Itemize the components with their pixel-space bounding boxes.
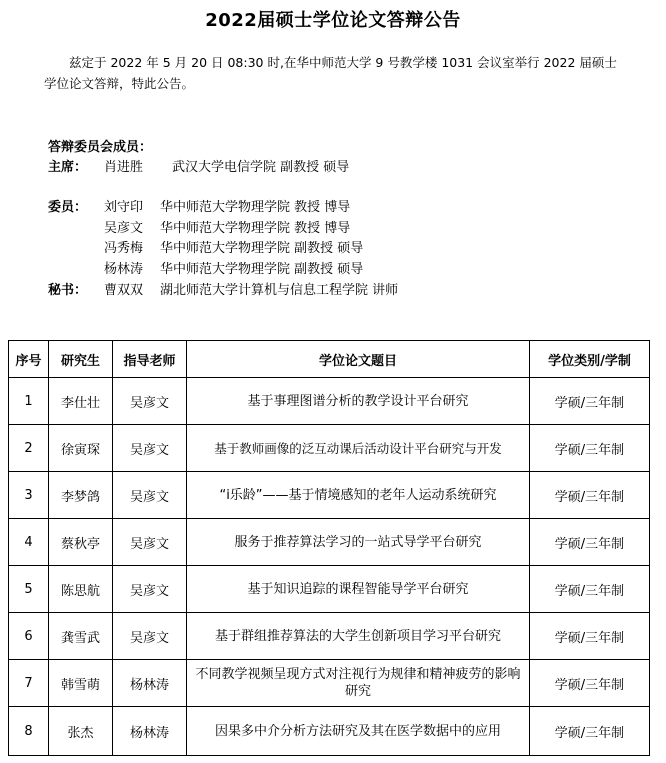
header-student: 研究生 bbox=[49, 341, 113, 378]
member-affiliation: 华中师范大学物理学院 教授 博导 bbox=[160, 200, 351, 215]
committee-heading: 答辩委员会成员： bbox=[48, 140, 153, 155]
row-student: 韩雪萌 bbox=[49, 660, 113, 707]
row-student: 李梦鸽 bbox=[49, 472, 113, 519]
row-advisor: 吴彦文 bbox=[113, 613, 187, 660]
chair-label: 主席： bbox=[48, 160, 88, 175]
secretary-label: 秘书： bbox=[48, 283, 88, 298]
row-thesis-title: 不同教学视频呈现方式对注视行为规律和精神疲劳的影响研究 bbox=[187, 660, 530, 707]
row-thesis-title: “i乐龄”——基于情境感知的老年人运动系统研究 bbox=[187, 472, 530, 519]
announcement-text: 兹定于 2022 年 5 月 20 日 08:30 时,在华中师范大学 9 号教学楼 1031 会议室举行 2022 届硕士学位论文答辩，特此公告。 bbox=[44, 55, 617, 91]
row-no: 4 bbox=[9, 519, 49, 566]
header-degree: 学位类别/学制 bbox=[530, 341, 650, 378]
row-student: 陈思航 bbox=[49, 566, 113, 613]
row-advisor: 吴彦文 bbox=[113, 519, 187, 566]
committee-member bbox=[48, 258, 363, 277]
row-no: 7 bbox=[9, 660, 49, 707]
row-no: 5 bbox=[9, 566, 49, 613]
table-header-row bbox=[9, 341, 650, 378]
row-thesis-title: 基于事理图谱分析的教学设计平台研究 bbox=[187, 378, 530, 425]
row-student: 蔡秋亭 bbox=[49, 519, 113, 566]
table-row bbox=[9, 378, 650, 425]
committee-member bbox=[48, 237, 363, 256]
table-row bbox=[9, 566, 650, 613]
row-no: 2 bbox=[9, 425, 49, 472]
row-no: 6 bbox=[9, 613, 49, 660]
member-affiliation: 华中师范大学物理学院 副教授 硕导 bbox=[160, 262, 364, 277]
row-degree: 学硕/三年制 bbox=[530, 519, 650, 566]
page-title: 2022届硕士学位论文答辩公告 bbox=[205, 10, 461, 31]
row-advisor: 杨林涛 bbox=[113, 707, 187, 756]
row-thesis-title: 基于知识追踪的课程智能导学平台研究 bbox=[187, 566, 530, 613]
table-row bbox=[9, 613, 650, 660]
row-degree: 学硕/三年制 bbox=[530, 660, 650, 707]
row-degree: 学硕/三年制 bbox=[530, 566, 650, 613]
header-advisor: 指导老师 bbox=[113, 341, 187, 378]
member-affiliation: 华中师范大学物理学院 教授 博导 bbox=[160, 221, 351, 236]
header-thesis-title: 学位论文题目 bbox=[187, 341, 530, 378]
row-advisor: 吴彦文 bbox=[113, 425, 187, 472]
committee-chair bbox=[48, 156, 349, 175]
row-degree: 学硕/三年制 bbox=[530, 425, 650, 472]
committee-member bbox=[48, 196, 350, 215]
row-thesis-title: 服务于推荐算法学习的一站式导学平台研究 bbox=[187, 519, 530, 566]
row-no: 3 bbox=[9, 472, 49, 519]
row-no: 1 bbox=[9, 378, 49, 425]
row-advisor: 吴彦文 bbox=[113, 378, 187, 425]
table-row bbox=[9, 660, 650, 707]
chair-affiliation: 武汉大学电信学院 副教授 硕导 bbox=[172, 160, 350, 175]
row-thesis-title: 基于群组推荐算法的大学生创新项目学习平台研究 bbox=[187, 613, 530, 660]
member-name: 吴彦文 bbox=[104, 221, 144, 236]
row-degree: 学硕/三年制 bbox=[530, 707, 650, 756]
member-name: 冯秀梅 bbox=[104, 241, 144, 256]
row-advisor: 杨林涛 bbox=[113, 660, 187, 707]
secretary-name: 曹双双 bbox=[104, 283, 144, 298]
row-no: 8 bbox=[9, 707, 49, 756]
row-student: 李仕壮 bbox=[49, 378, 113, 425]
row-student: 张杰 bbox=[49, 707, 113, 756]
row-thesis-title: 基于教师画像的泛互动课后活动设计平台研究与开发 bbox=[187, 425, 530, 472]
row-student: 徐寅琛 bbox=[49, 425, 113, 472]
table-row bbox=[9, 425, 650, 472]
secretary-affiliation: 湖北师范大学计算机与信息工程学院 讲师 bbox=[160, 283, 399, 298]
table-row bbox=[9, 472, 650, 519]
member-name: 刘守印 bbox=[104, 200, 144, 215]
member-affiliation: 华中师范大学物理学院 副教授 硕导 bbox=[160, 241, 364, 256]
table-row bbox=[9, 519, 650, 566]
member-name: 杨林涛 bbox=[104, 262, 144, 277]
row-advisor: 吴彦文 bbox=[113, 566, 187, 613]
committee-secretary bbox=[48, 279, 398, 298]
table-row bbox=[9, 707, 650, 756]
row-thesis-title: 因果多中介分析方法研究及其在医学数据中的应用 bbox=[187, 707, 530, 756]
row-advisor: 吴彦文 bbox=[113, 472, 187, 519]
row-degree: 学硕/三年制 bbox=[530, 378, 650, 425]
row-degree: 学硕/三年制 bbox=[530, 613, 650, 660]
chair-name: 肖进胜 bbox=[104, 160, 144, 175]
defense-schedule-table bbox=[8, 340, 650, 756]
header-no: 序号 bbox=[9, 341, 49, 378]
row-degree: 学硕/三年制 bbox=[530, 472, 650, 519]
members-label: 委员： bbox=[48, 200, 88, 215]
row-student: 龚雪武 bbox=[49, 613, 113, 660]
committee-member bbox=[48, 217, 350, 236]
